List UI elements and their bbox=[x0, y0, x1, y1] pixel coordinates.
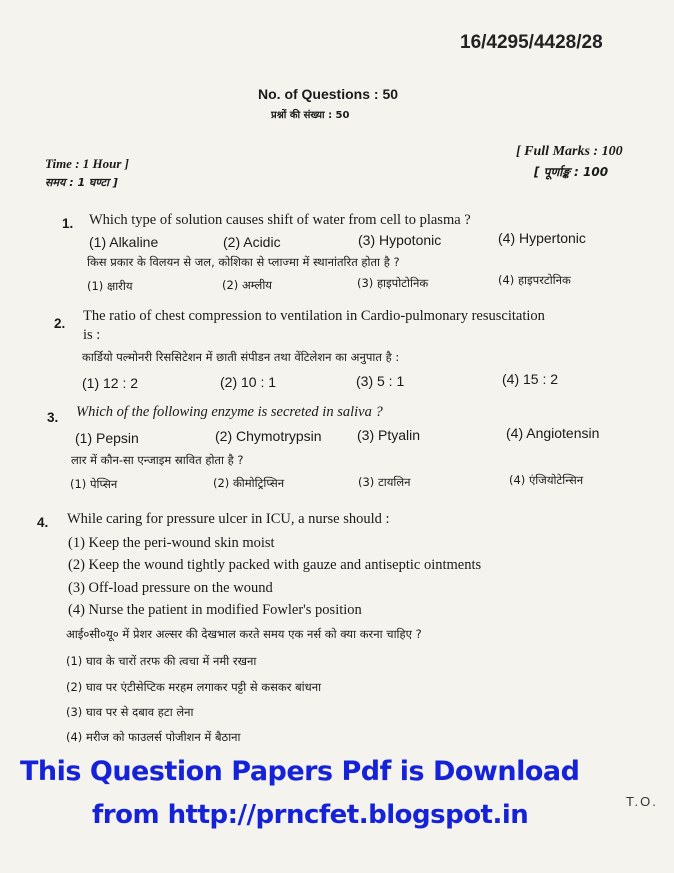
option-en: (1) Alkaline bbox=[89, 234, 159, 250]
paper-code: 16/4295/4428/28 bbox=[460, 32, 603, 53]
full-marks-en: [ Full Marks : 100 bbox=[516, 144, 623, 159]
option-en: (4) Hypertonic bbox=[498, 230, 586, 246]
question-text-hi: लार में कौन-सा एन्जाइम स्रावित होता है ? bbox=[71, 453, 244, 467]
question-text-en: While caring for pressure ulcer in ICU, a nurse should : bbox=[67, 511, 390, 527]
option-en: (2) Keep the wound tightly packed with gauze and antiseptic ointments bbox=[68, 557, 482, 573]
full-marks-hi: [ पूर्णाङ्क : 100 bbox=[534, 165, 609, 179]
question-text-hi: आई०सी०यू० में प्रेशर अल्सर की देखभाल करते समय एक नर्स को क्या करना चाहिए ? bbox=[66, 627, 422, 641]
option-hi: (4) मरीज को फाउलर्स पोजीशन में बैठाना bbox=[66, 730, 241, 744]
option: (4) 15 : 2 bbox=[502, 371, 559, 387]
question-number: 2. bbox=[54, 316, 66, 331]
option-hi: (2) कीमोट्रिप्सिन bbox=[213, 476, 285, 490]
option-hi: (2) घाव पर एंटीसेप्टिक मरहम लगाकर पट्टी से कसकर बांधना bbox=[66, 680, 322, 694]
option: (2) 10 : 1 bbox=[220, 374, 277, 390]
option-en: (3) Ptyalin bbox=[357, 427, 421, 443]
num-questions-hi: प्रश्नों की संख्या : 50 bbox=[271, 110, 350, 121]
option-hi: (3) हाइपोटोनिक bbox=[357, 276, 429, 290]
option-hi: (4) एंजियोटेन्सिन bbox=[509, 473, 584, 487]
option-hi: (4) हाइपरटोनिक bbox=[498, 273, 571, 287]
question-number: 4. bbox=[37, 515, 49, 530]
option: (3) 5 : 1 bbox=[356, 373, 405, 389]
option-en: (3) Off-load pressure on the wound bbox=[68, 580, 273, 596]
option-en: (4) Nurse the patient in modified Fowler's position bbox=[68, 602, 362, 618]
option-en: (4) Angiotensin bbox=[506, 425, 600, 441]
time-hi: समय : 1 घण्टा ] bbox=[45, 176, 118, 189]
question-text-en: Which type of solution causes shift of water from cell to plasma ? bbox=[89, 212, 471, 228]
option-hi: (1) क्षारीय bbox=[87, 279, 133, 293]
question-text-hi: कार्डियो पल्मोनरी रिससिटेशन में छाती संपीडन तथा वेंटिलेशन का अनुपात है : bbox=[82, 350, 400, 364]
option-hi: (2) अम्लीय bbox=[222, 278, 272, 292]
option-en: (2) Chymotrypsin bbox=[215, 428, 322, 444]
question-text-en-cont: is : bbox=[83, 327, 101, 343]
question-number: 1. bbox=[62, 216, 74, 231]
num-questions-en: No. of Questions : 50 bbox=[258, 86, 399, 102]
option-hi: (1) घाव के चारों तरफ की त्वचा में नमी रखना bbox=[66, 654, 257, 668]
question-text-en: Which of the following enzyme is secreted in saliva ? bbox=[76, 404, 383, 420]
option-en: (3) Hypotonic bbox=[358, 232, 442, 248]
option-hi: (3) टायलिन bbox=[358, 475, 411, 489]
download-watermark-line2: from http://prncfet.blogspot.in bbox=[92, 800, 529, 830]
question-number: 3. bbox=[47, 410, 59, 425]
option-en: (1) Keep the peri-wound skin moist bbox=[68, 535, 275, 551]
pto-label: T.O. bbox=[626, 794, 658, 809]
option-en: (1) Pepsin bbox=[75, 430, 139, 446]
option-hi: (3) घाव पर से दबाव हटा लेना bbox=[66, 705, 194, 719]
question-text-hi: किस प्रकार के विलयन से जल, कोशिका से प्लाज्मा में स्थानांतरित होता है ? bbox=[87, 255, 400, 269]
option: (1) 12 : 2 bbox=[82, 375, 139, 391]
option-en: (2) Acidic bbox=[223, 234, 281, 250]
option-hi: (1) पेप्सिन bbox=[70, 477, 118, 491]
question-text-en: The ratio of chest compression to ventilation in Cardio-pulmonary resuscitation bbox=[83, 308, 545, 324]
download-watermark-line1: This Question Papers Pdf is Download bbox=[20, 756, 580, 787]
time-en: Time : 1 Hour ] bbox=[45, 156, 130, 171]
